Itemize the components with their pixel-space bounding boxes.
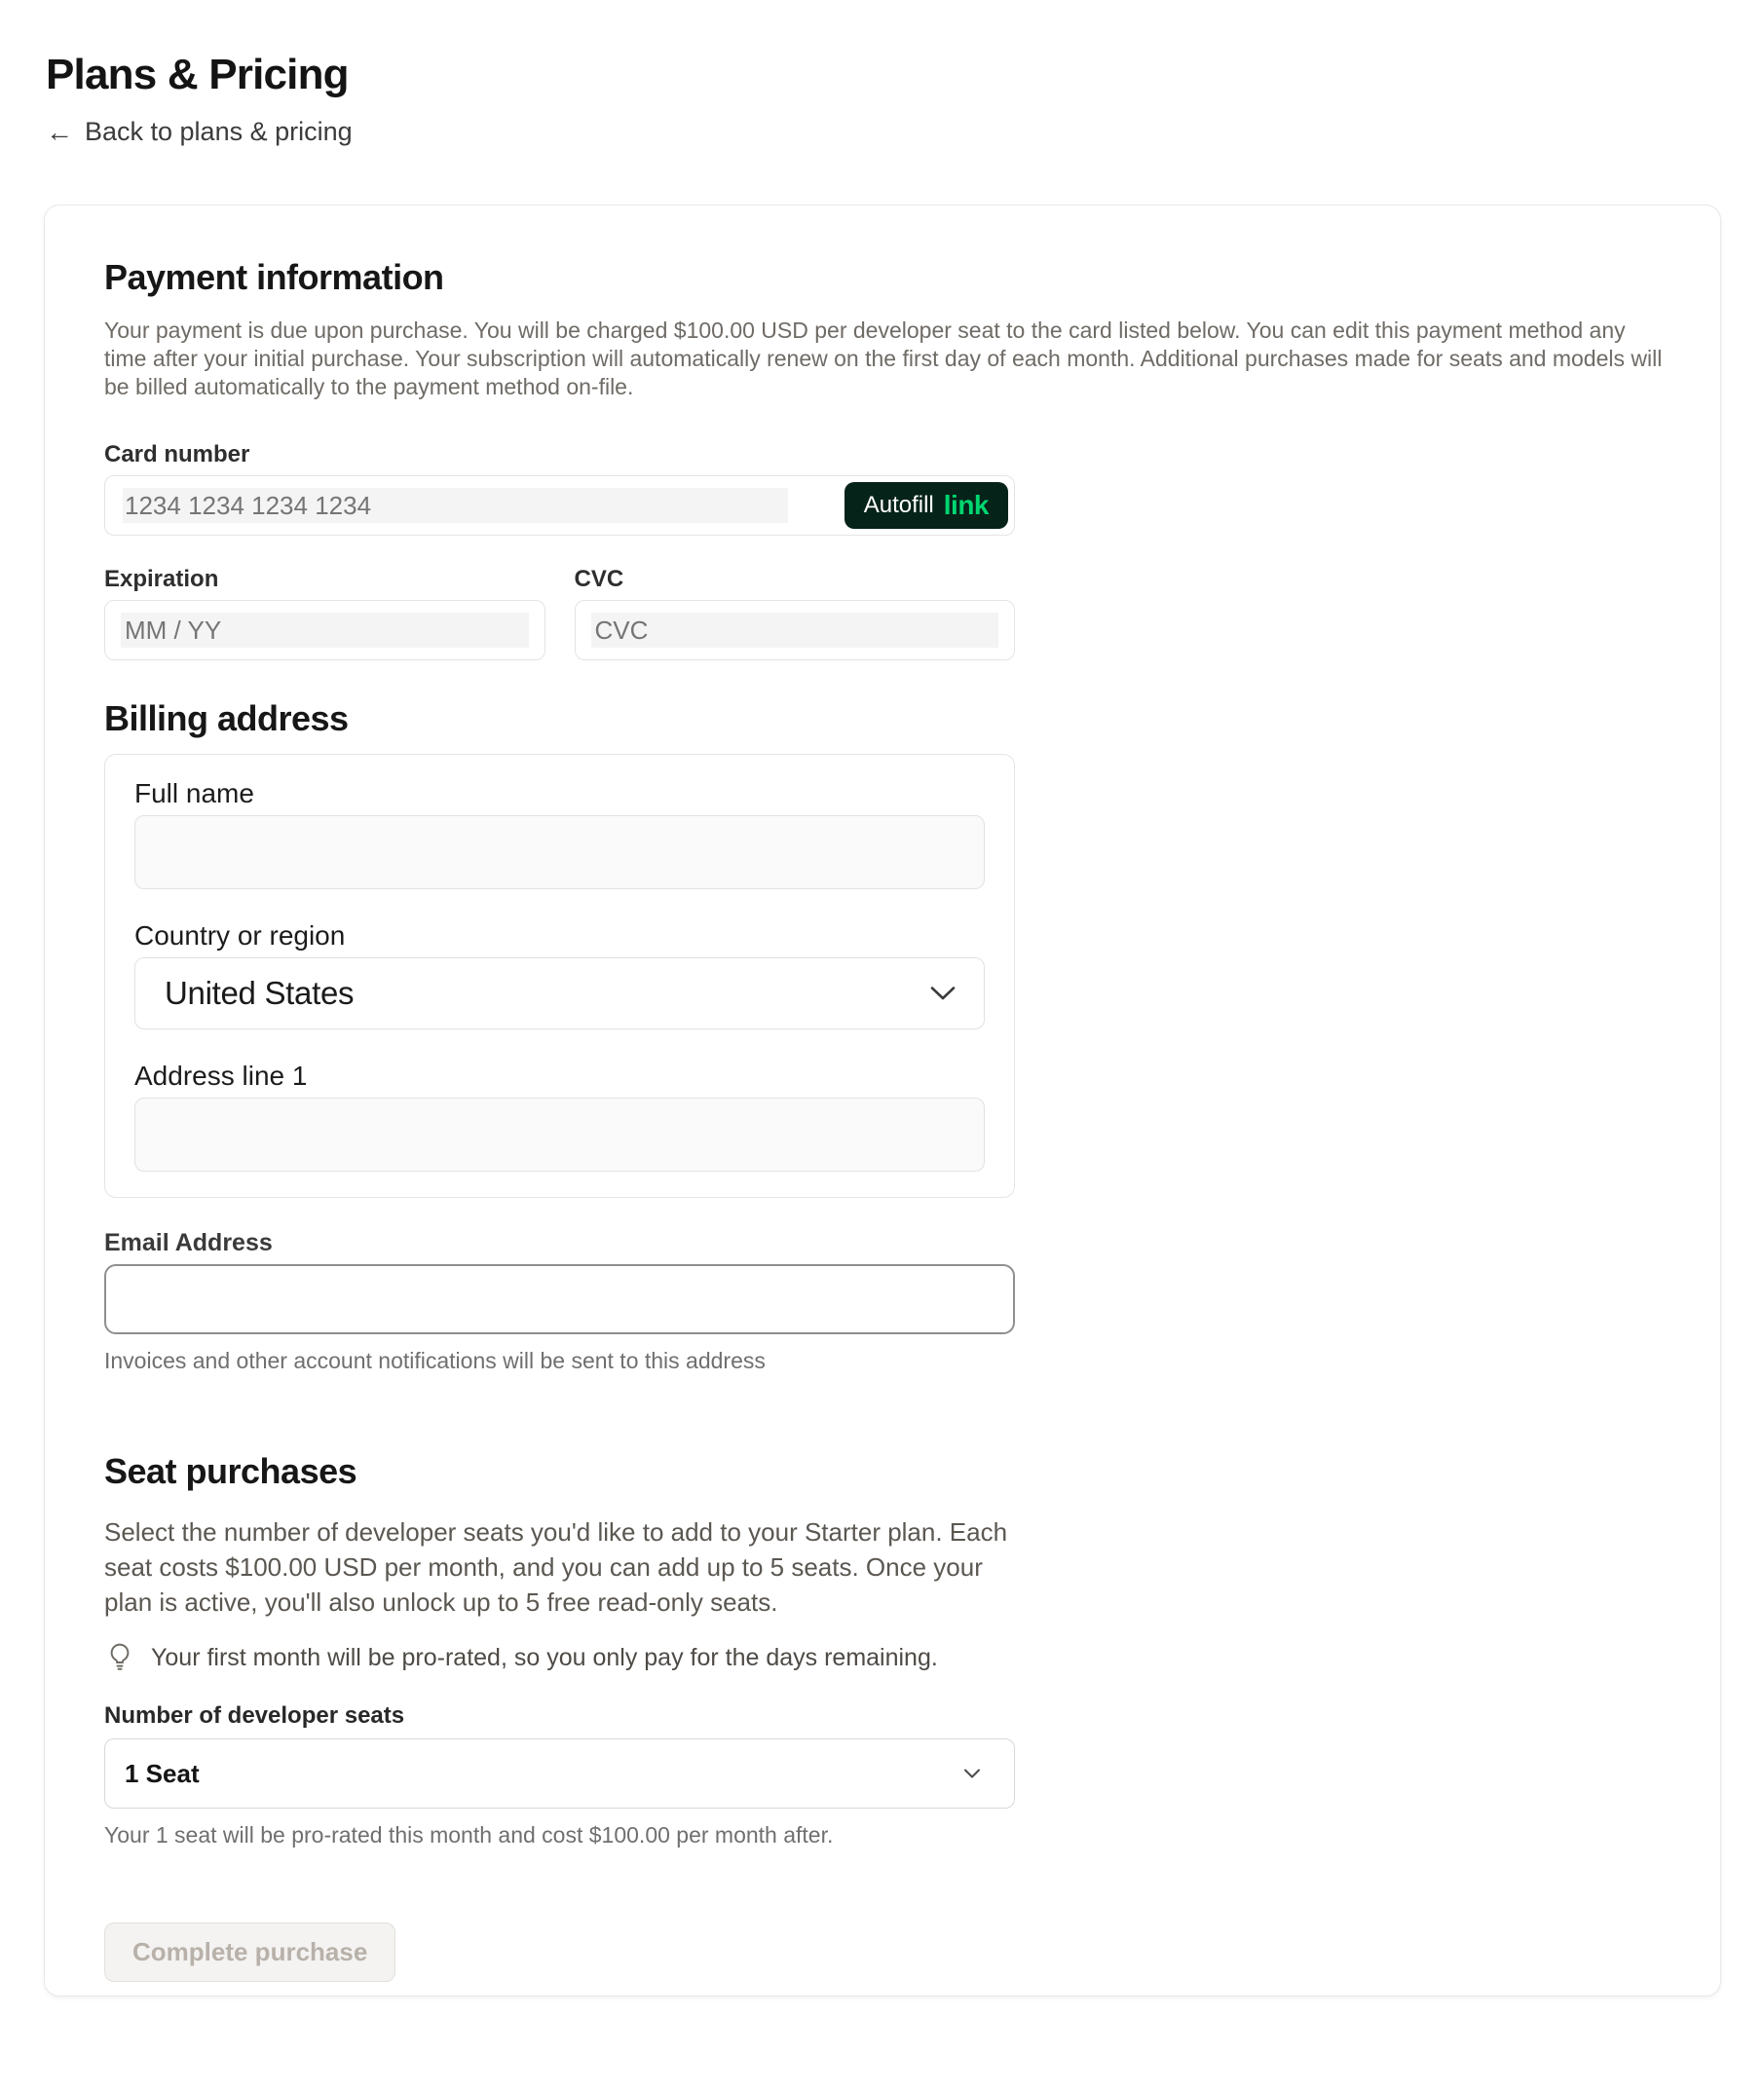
seat-count-helper: Your 1 seat will be pro-rated this month and cost $100.00 per month after.	[104, 1822, 834, 1848]
link-brand-logo: link	[943, 490, 989, 520]
full-name-label: Full name	[134, 778, 254, 808]
autofill-link-badge[interactable]	[844, 482, 1008, 529]
billing-heading: Billing address	[104, 698, 349, 738]
seat-count-value: 1 Seat	[125, 1758, 200, 1788]
expiration-field	[104, 565, 545, 660]
cvc-field	[575, 565, 1016, 660]
prorate-tip	[104, 1641, 1025, 1674]
address-line1-input[interactable]	[134, 1098, 985, 1172]
cvc-label: CVC	[574, 566, 624, 592]
address-line1-label: Address line 1	[134, 1061, 308, 1091]
back-link[interactable]	[46, 117, 353, 147]
email-helper-text: Invoices and other account notifications will be sent to this address	[104, 1348, 766, 1373]
email-input[interactable]	[104, 1264, 1015, 1334]
country-value: United States	[165, 975, 355, 1011]
seat-count-label: Number of developer seats	[104, 1702, 405, 1729]
back-arrow-icon: ←	[46, 116, 73, 147]
expiration-input[interactable]	[104, 600, 545, 660]
chevron-down-icon	[963, 1768, 981, 1779]
chevron-down-icon	[929, 985, 957, 1002]
full-name-input[interactable]	[134, 815, 985, 889]
autofill-label: Autofill	[863, 492, 934, 518]
page-header	[46, 51, 353, 147]
card-number-field	[104, 475, 1015, 536]
seat-purchases-heading: Seat purchases	[104, 1451, 357, 1491]
back-link-label: Back to plans & pricing	[85, 117, 353, 146]
payment-description: Your payment is due upon purchase. You will be charged $100.00 USD per developer seat to the card listed below. You can edit this payment method any time after your initial purchase. Your subscription will automatically renew on the first day of each month. Additional purchases made for seats and models will be billed automatically to the payment method on-file.	[104, 317, 1663, 399]
page-title: Plans & Pricing	[46, 51, 349, 98]
lightbulb-icon	[104, 1641, 135, 1674]
billing-address-group	[104, 754, 1015, 1198]
expiration-label: Expiration	[104, 566, 219, 592]
payment-heading: Payment information	[104, 257, 444, 297]
seat-purchases-description: Select the number of developer seats you'd like to add to your Starter plan. Each seat costs $100.00 USD per month, and you can add up to 5 seats. Once your plan is active, you'll also unlock up to 5 free read-only seats.	[104, 1517, 1008, 1617]
country-select[interactable]	[134, 957, 985, 1029]
country-label: Country or region	[134, 920, 346, 951]
purchase-card	[44, 205, 1721, 1997]
seat-count-select[interactable]	[104, 1738, 1015, 1809]
prorate-tip-text: Your first month will be pro-rated, so you only pay for the days remaining.	[151, 1643, 938, 1671]
email-label: Email Address	[104, 1229, 273, 1256]
complete-purchase-button[interactable]: Complete purchase	[104, 1923, 395, 1982]
expiry-cvc-row	[104, 565, 1015, 660]
cvc-input[interactable]	[575, 600, 1016, 660]
card-number-label: Card number	[104, 441, 250, 467]
